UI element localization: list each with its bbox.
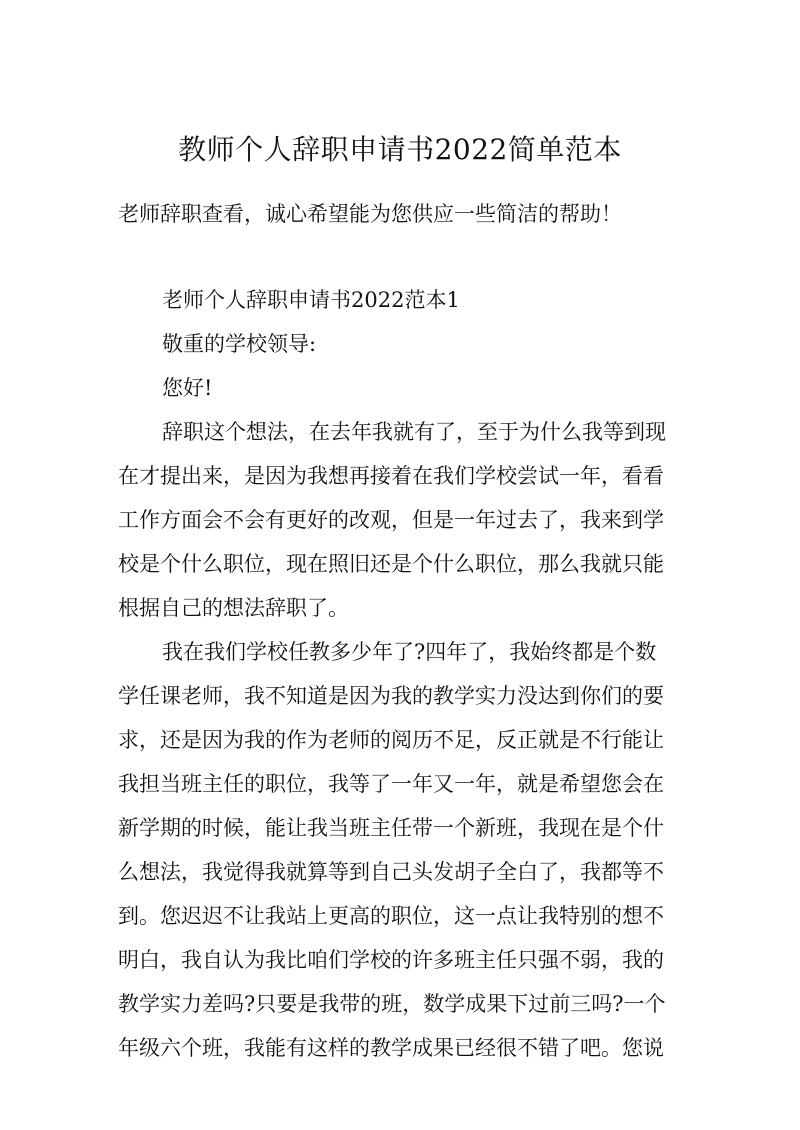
paragraph2-line: 教学实力差吗?只要是我带的班，数学成果下过前三吗?一个: [118, 992, 666, 1016]
salutation: 敬重的学校领导:: [162, 332, 317, 356]
paragraph2-line: 么想法，我觉得我就算等到自己头发胡子全白了，我都等不: [118, 860, 664, 884]
paragraph2-line: 我在我们学校任教多少年了?四年了，我始终都是个数: [162, 640, 657, 664]
paragraph1-line: 辞职这个想法，在去年我就有了，至于为什么我等到现: [162, 420, 666, 444]
paragraph1-line: 工作方面会不会有更好的改观，但是一年过去了，我来到学: [118, 508, 664, 532]
greeting: 您好!: [162, 376, 213, 400]
paragraph2-line: 我担当班主任的职位，我等了一年又一年，就是希望您会在: [118, 772, 664, 796]
paragraph2-line: 年级六个班，我能有这样的教学成果已经很不错了吧。您说: [118, 1036, 664, 1060]
paragraph2-line: 学任课老师，我不知道是因为我的教学实力没达到你们的要: [118, 684, 664, 708]
document-title: 教师个人辞职申请书2022简单范本: [178, 133, 622, 166]
paragraph1-line: 在才提出来，是因为我想再接着在我们学校尝试一年，看看: [118, 464, 664, 488]
intro-text: 老师辞职查看，诚心希望能为您供应一些简洁的帮助！: [118, 202, 622, 226]
section-heading: 老师个人辞职申请书2022范本1: [162, 288, 460, 312]
paragraph1-line: 根据自己的想法辞职了。: [118, 596, 349, 620]
paragraph2-line: 到。您迟迟不让我站上更高的职位，这一点让我特别的想不: [118, 904, 664, 928]
paragraph2-line: 明白，我自认为我比咱们学校的许多班主任只强不弱，我的: [118, 948, 664, 972]
paragraph1-line: 校是个什么职位，现在照旧还是个什么职位，那么我就只能: [118, 552, 664, 576]
paragraph2-line: 新学期的时候，能让我当班主任带一个新班，我现在是个什: [118, 816, 664, 840]
paragraph2-line: 求，还是因为我的作为老师的阅历不足，反正就是不行能让: [118, 728, 664, 752]
